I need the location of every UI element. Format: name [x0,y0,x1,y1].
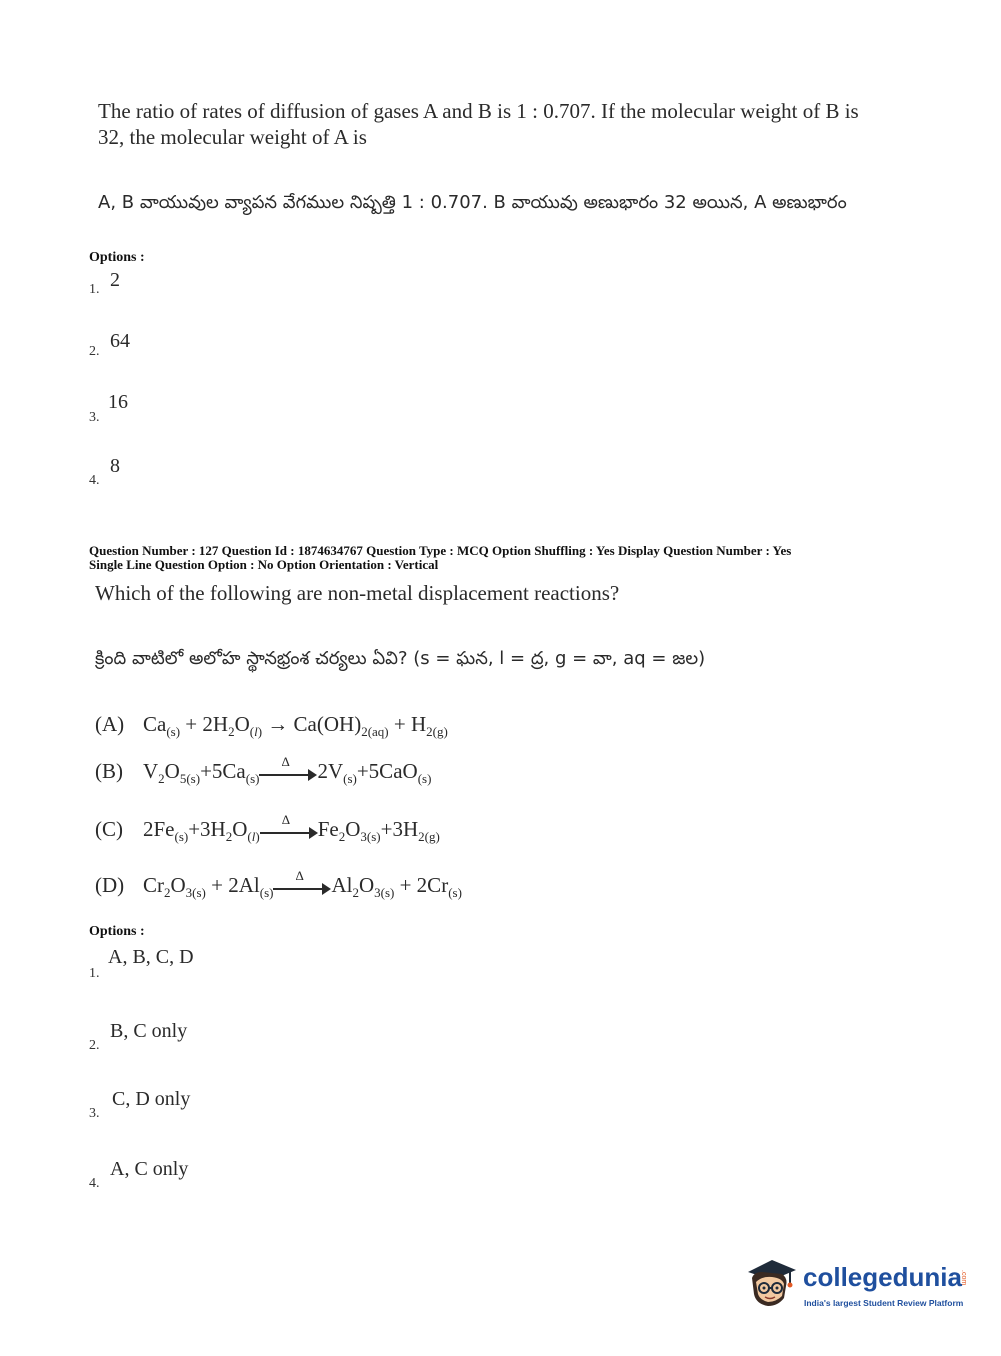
heat-arrow-icon [260,812,318,838]
question-text-telugu: క్రింది వాటిలో అలోహ స్థానభ్రంశ చర్యలు ఏవి? (s = ఘన, l = ద్ర, g = వా, aq = జల) [95,648,706,669]
collegedunia-mascot-icon [742,1250,802,1310]
option-text[interactable]: A, C only [110,1158,189,1180]
logo-suffix: .com [960,1270,967,1286]
question-meta-line-2: Single Line Question Option : No Option Orientation : Vertical [89,557,439,572]
reaction-d: (D) $Cr_2O_{3(s)} + 2Al_{(s)}$ Δ $Al_2O_{3(s)} + 2Cr_{(s)}$ [95,868,462,901]
reaction-label: (D) [95,873,125,897]
reaction-label: (B) [95,759,123,783]
option-number: 3. [89,1106,100,1121]
logo-wordmark: collegedunia [803,1262,962,1292]
reaction-b: (B) $V_2O_{5(s)}+5Ca_{(s)}$ Δ $2V_{(s)}+5CaO_{(s)}$ [95,754,432,787]
option-text[interactable]: 16 [108,391,128,413]
heat-arrow-icon [273,868,331,894]
option-number: 1. [89,966,100,981]
reaction-label: (C) [95,817,123,841]
question-text-telugu: A, B వాయువుల వ్యాపన వేగముల నిష్పత్తి 1 : 0.707. B వాయువు అణుభారం 32 అయిన, A అణుభారం [98,192,847,213]
delta-symbol: Δ [295,868,304,884]
option-text[interactable]: 2 [110,269,120,291]
question-meta-line-1: Question Number : 127 Question Id : 1874634767 Question Type : MCQ Option Shuffling : Yes Display Question Number : Yes [89,543,792,558]
options-heading: Options : [89,924,145,939]
delta-symbol: Δ [281,812,291,828]
option-number: 2. [89,344,100,359]
option-text[interactable]: A, B, C, D [108,946,194,968]
question-text-line-2: 32, the molecular weight of A is [98,125,367,149]
option-number: 4. [89,473,100,488]
heat-arrow-icon [259,754,317,780]
logo-tagline: India's largest Student Review Platform [804,1298,964,1308]
question-text-line-1: The ratio of rates of diffusion of gases A and B is 1 : 0.707. If the molecular weight of B is [98,99,859,123]
option-number: 1. [89,282,100,297]
option-text[interactable]: C, D only [112,1088,191,1110]
option-number: 2. [89,1038,100,1053]
option-number: 3. [89,410,100,425]
reaction-label: (A) [95,712,125,736]
option-number: 4. [89,1176,100,1191]
reaction-c: (C) $2Fe_{(s)}+3H_2O_{(l)}$ Δ $Fe_2O_{3(s)}+3H_{2(g)}$ [95,812,440,845]
option-text[interactable]: 8 [110,455,120,477]
options-heading: Options : [89,250,145,265]
reaction-a: (A) $Ca_{(s)} + 2H_2O_{(l)} \to Ca(OH)_{2(aq)} + H_{2(g)}$ [95,712,448,740]
option-text[interactable]: 64 [110,330,130,352]
delta-symbol: Δ [281,754,290,770]
question-text: Which of the following are non-metal displacement reactions? [95,581,620,605]
option-text[interactable]: B, C only [110,1020,188,1042]
